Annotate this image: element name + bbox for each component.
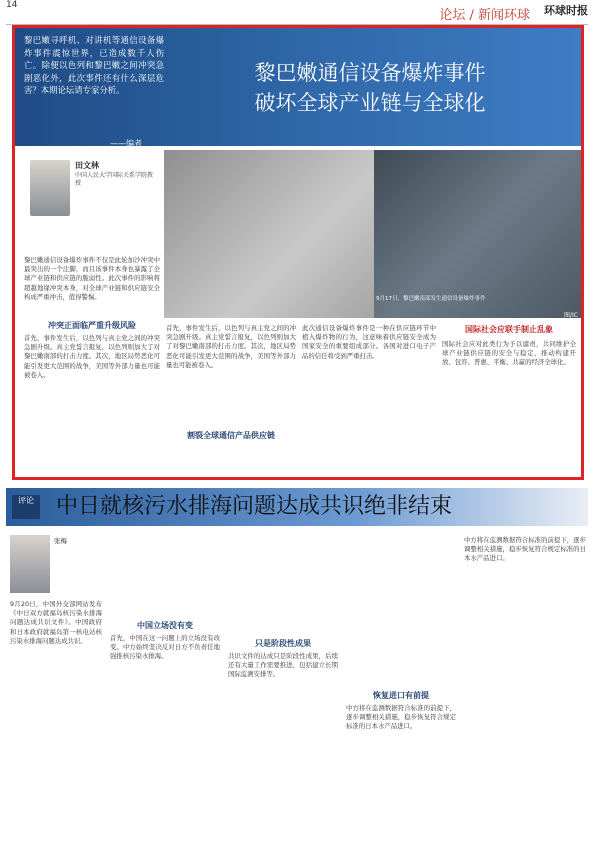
- story2-col2: 首先，中国在这一问题上的立场没有改变。中方始终坚决反对日方不负责任地强推核污染水排海。: [110, 634, 220, 661]
- story2-tag: 评论: [12, 495, 40, 519]
- story2-sub1: 中国立场没有变: [137, 621, 193, 630]
- story2-banner: [6, 488, 588, 526]
- story1-sub3: 国际社会应联手制止乱象: [465, 325, 553, 334]
- masthead: 环球时报: [544, 4, 588, 17]
- story1-byline: ——编者: [110, 139, 142, 148]
- page-header: [6, 0, 588, 25]
- title-line-2: 破坏全球产业链与全球化: [254, 91, 486, 115]
- author-title: 中国人民大学国际关系学院教授: [75, 172, 154, 187]
- story2-col5: 中方将在监测数据符合标准的前提下，逐步调整相关措施，稳步恢复符合规定标准的日本水产品进口。: [464, 536, 586, 563]
- story1-red-frame: [12, 25, 584, 480]
- photo-credit: 图/IC: [564, 312, 578, 319]
- story2-col4: 中方将在监测数据符合标准的前提下，逐步调整相关措施，稳步恢复符合规定标准的日本水产品进口。: [346, 704, 456, 731]
- story2-author: 张梅: [54, 537, 67, 545]
- page-number: 14: [6, 0, 18, 10]
- title-line-1: 黎巴嫩通信设备爆炸事件: [254, 61, 486, 85]
- section-label: 论坛 / 新闻环球: [439, 8, 530, 23]
- author-name: 田文林: [75, 161, 99, 170]
- story2-col3: 共识文件的达成只是阶段性成果，后续还有大量工作需要推进，包括建立长期国际监测安排等。: [228, 652, 338, 679]
- story1-col4: 国际社会应对此类行为予以谴责，共同维护全球产业链供应链的安全与稳定，推动构建开放、包容、普惠、平衡、共赢的经济全球化。: [442, 340, 576, 367]
- story2-title: 中日就核污水排海问题达成共识绝非结束: [56, 494, 453, 519]
- story1-col1: 黎巴嫩通信设备爆炸事件不仅是此轮加沙冲突中最突出的一个注脚，而且该事件本身也暴露了全球产业链和供应链的脆弱性。此次事件的影响将超越地缘冲突本身，对全球产业链和供应链安全构成严重冲击，值得警惕。: [24, 256, 160, 301]
- story2-sub3: 恢复进口有前提: [373, 691, 429, 700]
- story1-sub2: 割裂全球通信产品供应链: [187, 431, 275, 440]
- story1-lead: 黎巴嫩寻呼机、对讲机等通信设备爆炸事件震惊世界，已造成数千人伤亡。除便以色列和黎巴嫩之间冲突急剧恶化外，此次事件还有什么深层危害？本期论坛请专家分析。: [24, 35, 164, 96]
- photo-caption: 9月17日，黎巴嫩南部发生通信设备爆炸事件: [376, 296, 486, 302]
- story1-col2b: 首先，事件发生后，以色列与真主党之间的冲突急剧升级。真主党誓言报复，以色列则加大了对黎巴嫩南部的打击力度。其次，地区局势恶化可能引发更大范围的战争，美国等外部力量也可能被卷入。: [166, 324, 296, 369]
- story2-col1: 9月20日，中国外交部网站发布《中日双方就福岛核污染水排海问题达成共识文件》。中国政府和日本政府就福岛第一核电站核污染水排海问题达成共识。: [10, 600, 102, 645]
- story2-author-avatar: [10, 535, 50, 593]
- story1-col3: 此次通信设备爆炸事件是一种在供应链环节中植入爆炸物的行为，这意味着供应链安全成为国家安全的重要组成部分。各国对进口电子产品的信任将受到严重打击。: [302, 324, 436, 360]
- story1-col2: 首先，事件发生后，以色列与真主党之间的冲突急剧升级。真主党誓言报复，以色列则加大了对黎巴嫩南部的打击力度。其次，地区局势恶化可能引发更大范围的战争，美国等外部力量也可能被卷入。: [24, 334, 160, 379]
- story2-sub2: 只是阶段性成果: [255, 639, 311, 648]
- story1-sub1: 冲突正面临严重升级风险: [48, 321, 136, 330]
